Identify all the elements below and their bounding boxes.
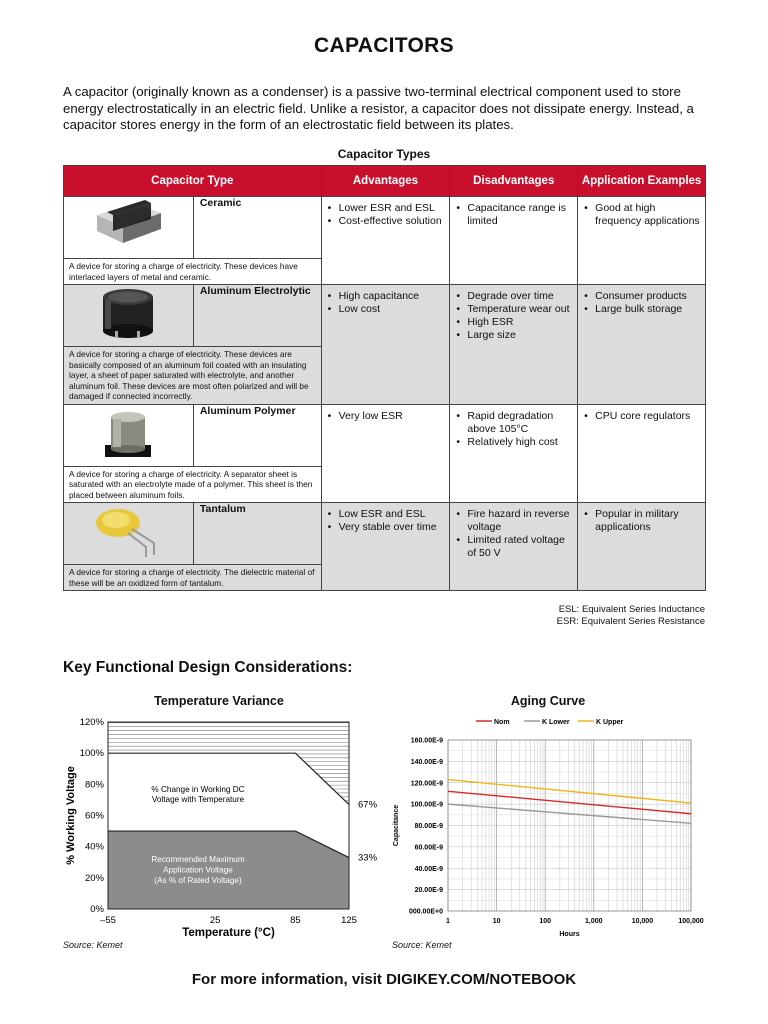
x-tick-label: 10: [492, 918, 501, 925]
list-item: • Lower ESR and ESL: [328, 202, 446, 215]
legend-label: K Lower: [542, 719, 570, 726]
esr-note: ESR: Equivalent Series Resistance: [556, 615, 705, 627]
table-row: [64, 503, 706, 565]
list-item: • Rapid degradation above 105°C: [456, 410, 573, 436]
list-item: • Low ESR and ESL: [328, 508, 446, 521]
series-line-k-lower: [448, 804, 691, 823]
type-description: A device for storing a charge of electricity. These devices have interlaced layers of metal and ceramic.: [64, 259, 322, 285]
type-description: A device for storing a charge of electricity. These devices are basically composed of an aluminum foil coated with an insulating layer, a sheet of paper saturated with electrolyte, and another aluminum foil. These devices are most often polarized and will be damaged if connected incorrectly.: [64, 347, 322, 405]
y-tick-label: 80%: [84, 779, 104, 791]
capacitor-types-table: [63, 165, 706, 591]
table-caption: Capacitor Types: [337, 147, 431, 161]
y-tick-label: 60.00E-9: [414, 844, 443, 852]
list-item: • Consumer products: [584, 290, 701, 303]
tantalum-capacitor-image: [64, 503, 194, 565]
list-item: • Good at high frequency applications: [584, 202, 701, 228]
x-tick-label: 1: [446, 918, 450, 925]
list-item: • Low cost: [328, 303, 446, 316]
list-item: • Cost-effective solution: [328, 215, 446, 228]
x-tick-label: 85: [290, 915, 301, 926]
type-name: Tantalum: [193, 503, 321, 565]
list-item: • Popular in military applications: [584, 508, 701, 534]
list-item: • Temperature wear out: [456, 303, 573, 316]
list-item: • Fire hazard in reverse voltage: [456, 508, 573, 534]
list-item: • High capacitance: [328, 290, 446, 303]
type-description: A device for storing a charge of electricity. The dielectric material of these will be an oxidized form of tantalum.: [64, 565, 322, 591]
y-tick-label: 120%: [79, 717, 104, 728]
y-tick-label: 20.00E-9: [414, 887, 443, 895]
y-tick-label: 20%: [84, 872, 104, 884]
type-name: Aluminum Polymer: [193, 404, 321, 466]
list-item: • CPU core regulators: [584, 410, 701, 423]
lower-area-label: Application Voltage: [163, 865, 233, 875]
header-applications: Application Examples: [578, 166, 706, 197]
list-item: • Large size: [456, 329, 573, 342]
ceramic-capacitor-image: [64, 197, 194, 259]
section-title: Key Functional Design Considerations:: [63, 659, 353, 676]
list-item: • Very low ESR: [328, 410, 446, 423]
series-line-k-upper: [448, 780, 691, 804]
abbreviation-notes: [557, 604, 705, 627]
ceramic-capacitor-icon: [83, 197, 173, 247]
type-description: A device for storing a charge of electricity. A separator sheet is saturated with an electrolyte made of a polymer. This sheet is then placed between aluminum foils.: [64, 466, 322, 503]
x-tick-label: 100: [539, 918, 552, 925]
list-item: • Capacitance range is limited: [456, 202, 573, 228]
annotation-33: 33%: [358, 852, 378, 864]
header-advantages: Advantages: [321, 166, 450, 197]
electrolytic-capacitor-icon: [93, 285, 163, 341]
table-row: [64, 285, 706, 347]
aging-chart-title: Aging Curve: [510, 694, 586, 708]
table-row: [64, 197, 706, 259]
y-tick-label: 120.00E-9: [410, 780, 443, 788]
x-axis-label: Hours: [559, 931, 580, 938]
y-axis-label: Capacitance: [393, 804, 400, 847]
header-capacitor-type: Capacitor Type: [64, 166, 322, 197]
annotation-67: 67%: [358, 799, 378, 811]
x-tick-label: 10,000: [631, 918, 654, 925]
x-axis-label: Temperature (°C): [182, 927, 275, 939]
page-title: CAPACITORS: [314, 34, 454, 57]
electrolytic-capacitor-image: [64, 285, 194, 347]
tantalum-capacitor-icon: [88, 503, 168, 559]
y-tick-label: 80.00E-9: [414, 823, 443, 830]
polymer-capacitor-icon: [93, 405, 163, 461]
x-tick-label: 25: [209, 915, 221, 926]
temperature-variance-chart: [58, 712, 388, 942]
x-tick-label: –55: [100, 915, 116, 926]
y-tick-label: 100.00E-9: [410, 801, 443, 809]
intro-paragraph: A capacitor (originally known as a condenser) is a passive two-terminal electrical component used to store energy electrostatically in an electric field. Unlike a resistor, a capacitor does not dissipate energy. Instead, a capacitor stores energy in the form of an electrostatic field between its plates.: [63, 84, 694, 132]
list-item: • High ESR: [456, 316, 573, 329]
list-item: • Limited rated voltage of 50 V: [456, 534, 573, 560]
esl-note: ESL: Equivalent Series Inductance: [558, 604, 705, 615]
lower-area-label: Recommended Maximum: [151, 855, 245, 864]
legend-label: Nom: [494, 719, 510, 726]
list-item: • Very stable over time: [328, 521, 446, 534]
y-axis-label: % Working Voltage: [65, 766, 77, 865]
upper-area-label: Voltage with Temperature: [151, 795, 245, 804]
y-tick-label: 40%: [84, 841, 104, 853]
y-tick-label: 0%: [90, 904, 104, 915]
legend-label: K Upper: [596, 719, 624, 726]
list-item: • Degrade over time: [456, 290, 573, 303]
y-tick-label: 100%: [79, 748, 104, 760]
y-tick-label: 40.00E-9: [414, 865, 443, 873]
x-tick-label: 1,000: [585, 918, 603, 925]
aging-chart-source: Source: Kemet: [392, 940, 452, 950]
series-line-nom: [448, 791, 691, 813]
type-name: Ceramic: [193, 197, 321, 259]
x-tick-label: 100,000: [678, 918, 704, 925]
header-disadvantages: Disadvantages: [450, 166, 578, 197]
type-name: Aluminum Electrolytic: [193, 285, 321, 347]
temperature-chart-title: Temperature Variance: [154, 694, 284, 708]
polymer-capacitor-image: [64, 404, 194, 466]
aging-curve-chart: [388, 712, 710, 942]
x-tick-label: 125: [341, 915, 357, 926]
table-row: [64, 404, 706, 466]
y-tick-label: 140.00E-9: [410, 758, 443, 766]
temperature-chart-source: Source: Kemet: [63, 940, 123, 950]
lower-area-label: (As % of Rated Voltage): [154, 876, 242, 885]
footer-link-text: For more information, visit DIGIKEY.COM/NOTEBOOK: [191, 971, 577, 988]
list-item: • Relatively high cost: [456, 436, 573, 449]
upper-area-label: % Change in Working DC: [151, 785, 245, 794]
y-tick-label: 000.00E+0: [408, 908, 443, 916]
list-item: • Large bulk storage: [584, 303, 701, 316]
y-tick-label: 160.00E-9: [410, 737, 443, 745]
y-tick-label: 60%: [84, 810, 104, 822]
